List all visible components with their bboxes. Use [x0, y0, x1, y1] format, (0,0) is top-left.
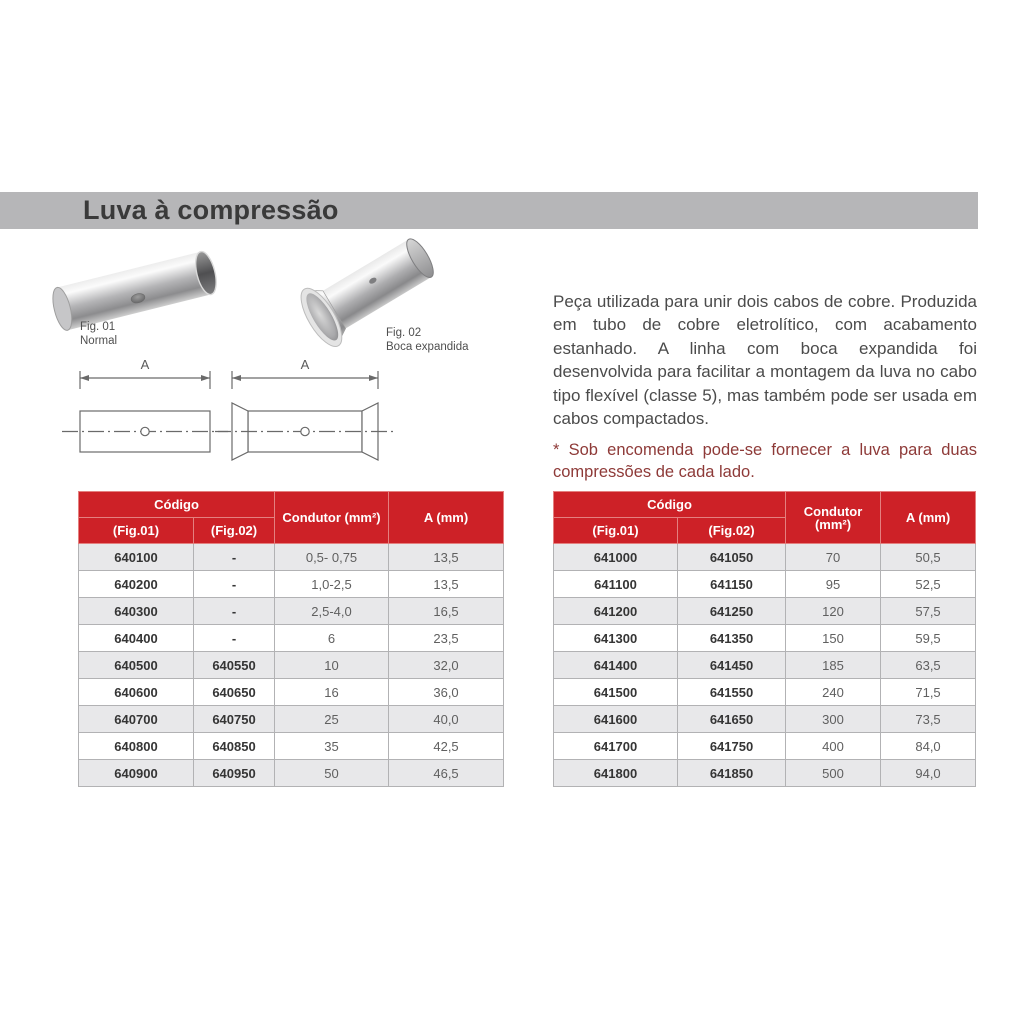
fig02-subcaption: Boca expandida [386, 341, 469, 353]
table-cell: 641000 [554, 544, 678, 571]
title-bar [0, 192, 978, 229]
table-cell: 35 [275, 733, 389, 760]
table-cell: 1,0-2,5 [275, 571, 389, 598]
table-cell: 23,5 [389, 625, 504, 652]
table-cell: - [194, 598, 275, 625]
table-cell: 641400 [554, 652, 678, 679]
header-codigo: Código [554, 492, 786, 518]
table-row [79, 571, 504, 598]
table-cell: 640400 [79, 625, 194, 652]
fig01-caption [80, 320, 117, 348]
header-fig01: (Fig.01) [79, 518, 194, 544]
dim-arrow-left [232, 375, 241, 381]
table-row [554, 652, 976, 679]
table-cell: 95 [786, 571, 881, 598]
table-cell: 300 [786, 706, 881, 733]
table-cell: 400 [786, 733, 881, 760]
table-cell: 641250 [678, 598, 786, 625]
table-cell: 641850 [678, 760, 786, 787]
header-fig02: (Fig.02) [194, 518, 275, 544]
table-cell: 6 [275, 625, 389, 652]
table-cell: 52,5 [881, 571, 976, 598]
spec-table-640 [78, 491, 504, 787]
table-cell: 640750 [194, 706, 275, 733]
table-cell: 63,5 [881, 652, 976, 679]
table-row [554, 571, 976, 598]
table-cell: 641600 [554, 706, 678, 733]
table-cell: 640100 [79, 544, 194, 571]
table-row [554, 706, 976, 733]
header-fig02: (Fig.02) [678, 518, 786, 544]
table-cell: 16,5 [389, 598, 504, 625]
table-cell: 16 [275, 679, 389, 706]
table-row [79, 706, 504, 733]
order-note: * Sob encomenda pode-se fornecer a luva para duas compressões de cada lado. [553, 440, 977, 481]
table-row [79, 760, 504, 787]
table-cell: 71,5 [881, 679, 976, 706]
table-cell: - [194, 571, 275, 598]
header-condutor: Condutor (mm²) [275, 492, 389, 544]
table-cell: 641500 [554, 679, 678, 706]
table-cell: 640800 [79, 733, 194, 760]
table-cell: 641200 [554, 598, 678, 625]
table-cell: 641550 [678, 679, 786, 706]
table-cell: 13,5 [389, 571, 504, 598]
header-condutor-line2: (mm²) [814, 516, 852, 532]
table-cell: 640900 [79, 760, 194, 787]
fig01-product-photo-sleeve-normal [48, 238, 228, 338]
table-cell: 10 [275, 652, 389, 679]
table-cell: 641450 [678, 652, 786, 679]
table-row [79, 733, 504, 760]
table-cell: 641700 [554, 733, 678, 760]
table-cell: 42,5 [389, 733, 504, 760]
table-cell: 84,0 [881, 733, 976, 760]
header-condutor [786, 492, 881, 544]
table-cell: 641750 [678, 733, 786, 760]
table-row [79, 652, 504, 679]
dim-arrow-left [80, 375, 89, 381]
page-title: Luva à compressão [83, 195, 339, 225]
technical-drawing [55, 355, 525, 485]
table-cell: 640200 [79, 571, 194, 598]
table-row [554, 760, 976, 787]
table-cell: 46,5 [389, 760, 504, 787]
header-codigo: Código [79, 492, 275, 518]
table-row [79, 625, 504, 652]
fig01-subcaption: Normal [80, 335, 118, 347]
table-cell: 70 [786, 544, 881, 571]
table-cell: 641650 [678, 706, 786, 733]
table-body [79, 544, 504, 787]
center-hole [301, 427, 309, 435]
table-cell: 0,5- 0,75 [275, 544, 389, 571]
fig01-label: Fig. 01 [80, 321, 116, 333]
table-cell: 640300 [79, 598, 194, 625]
table-cell: 57,5 [881, 598, 976, 625]
header-a-mm: A (mm) [881, 492, 976, 544]
table-cell: 13,5 [389, 544, 504, 571]
header-fig01: (Fig.01) [554, 518, 678, 544]
table-row [79, 544, 504, 571]
center-hole [141, 427, 149, 435]
table-cell: 640500 [79, 652, 194, 679]
table-cell: 640850 [194, 733, 275, 760]
table-cell: 641100 [554, 571, 678, 598]
header-a-mm: A (mm) [389, 492, 504, 544]
dimension-label-a: A [300, 357, 310, 372]
table-cell: 73,5 [881, 706, 976, 733]
table-cell: 640700 [79, 706, 194, 733]
table-cell: 641300 [554, 625, 678, 652]
table-cell: 640950 [194, 760, 275, 787]
table-cell: 641350 [678, 625, 786, 652]
table-cell: 641150 [678, 571, 786, 598]
dim-arrow-right [369, 375, 378, 381]
table-cell: 150 [786, 625, 881, 652]
table-row [554, 679, 976, 706]
table-row [554, 733, 976, 760]
table-cell: 2,5-4,0 [275, 598, 389, 625]
table-row [554, 625, 976, 652]
table-cell: 36,0 [389, 679, 504, 706]
table-cell: 120 [786, 598, 881, 625]
table-cell: 641800 [554, 760, 678, 787]
table-cell: 50 [275, 760, 389, 787]
table-cell: 59,5 [881, 625, 976, 652]
table-header [79, 492, 504, 544]
table-row [554, 544, 976, 571]
table-cell: 240 [786, 679, 881, 706]
spec-table-641 [553, 491, 976, 787]
header-condutor-line1: Condutor [803, 503, 863, 519]
table-cell: 50,5 [881, 544, 976, 571]
table-row [79, 598, 504, 625]
table-cell: 640600 [79, 679, 194, 706]
table-cell: 32,0 [389, 652, 504, 679]
table-cell: 94,0 [881, 760, 976, 787]
dim-arrow-right [201, 375, 210, 381]
table-cell: 185 [786, 652, 881, 679]
table-cell: 641050 [678, 544, 786, 571]
dimension-label-a: A [140, 357, 150, 372]
table-cell: 25 [275, 706, 389, 733]
product-description: Peça utilizada para unir dois cabos de cobre. Produzida em tubo de cobre eletrolítico, com acabamento estanhado. A linha com boca expandida foi desenvolvida para facilitar a montagem da luva no cabo tipo flexível (classe 5), mas também pode ser usada em cabos compactados. [553, 292, 977, 429]
sleeve-body [57, 252, 211, 330]
fig02-label: Fig. 02 [386, 327, 422, 339]
table-cell: - [194, 625, 275, 652]
table-row [79, 679, 504, 706]
table-cell: - [194, 544, 275, 571]
table-cell: 500 [786, 760, 881, 787]
table-cell: 640550 [194, 652, 275, 679]
table-header [554, 492, 976, 544]
fig02-caption [386, 326, 468, 354]
table-cell: 640650 [194, 679, 275, 706]
table-row [554, 598, 976, 625]
table-body [554, 544, 976, 787]
table-cell: 40,0 [389, 706, 504, 733]
